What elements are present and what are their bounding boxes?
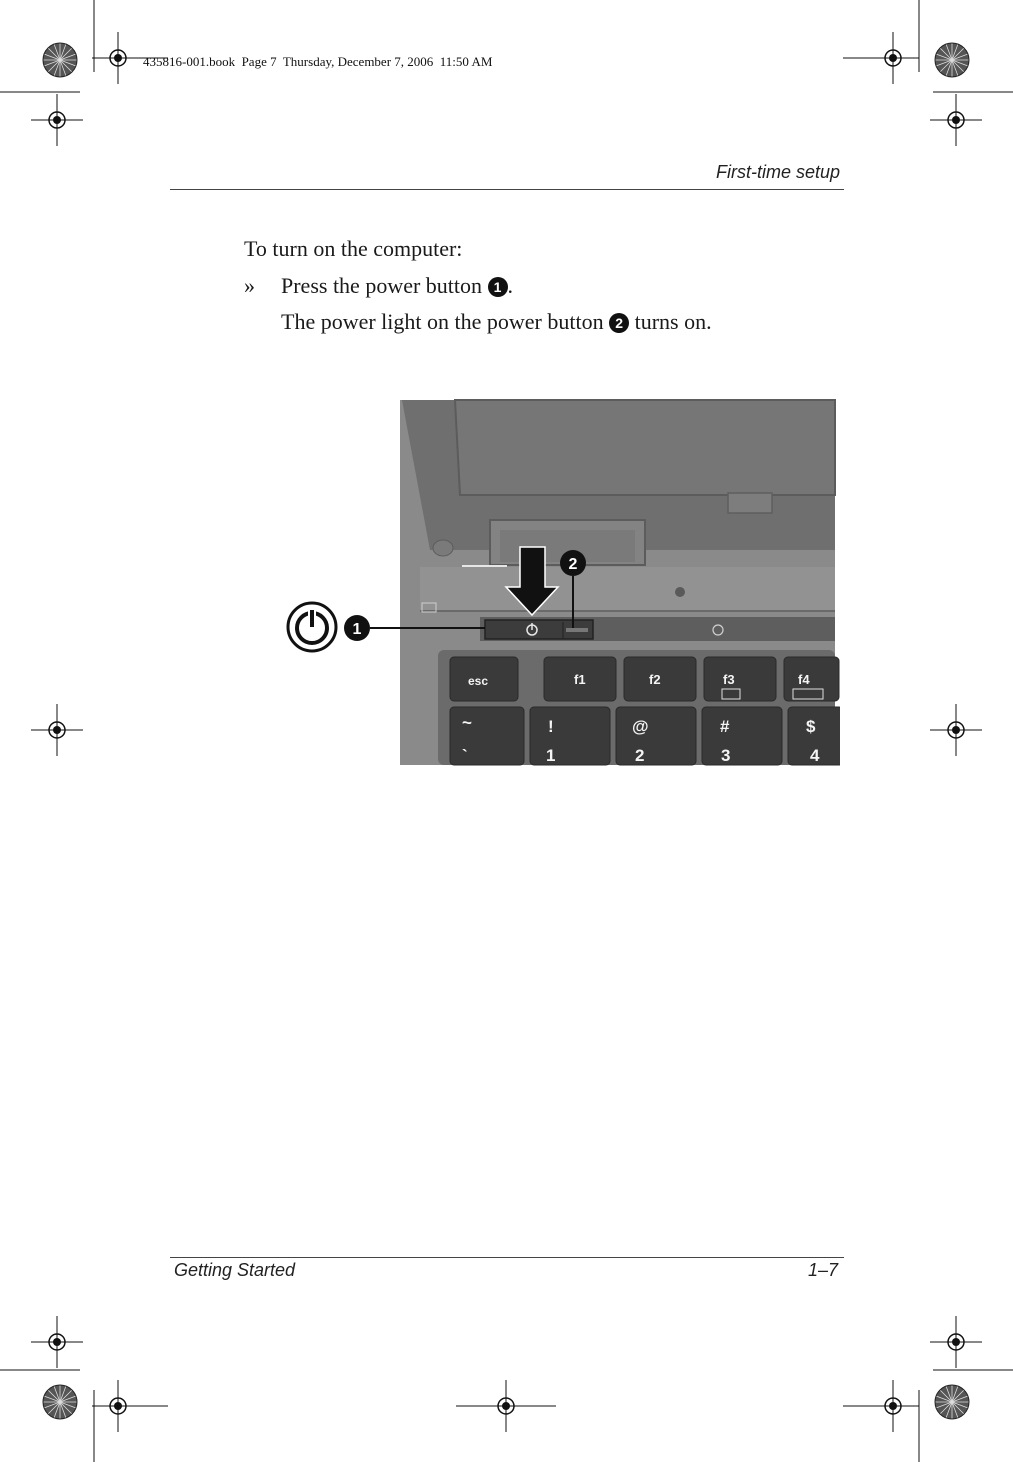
page-number: 1–7 <box>807 1260 838 1280</box>
callout-2-badge: 2 <box>609 313 629 333</box>
step-marker: » <box>244 273 255 298</box>
print-slug: 435816-001.book Page 7 Thursday, December 7, 2006 11:50 AM <box>143 54 493 69</box>
callout-1: 1 <box>352 621 362 638</box>
callout-2: 2 <box>568 556 578 573</box>
key-dollar: $ <box>806 717 816 736</box>
key-backtick: ` <box>462 746 468 765</box>
power-symbol-icon <box>288 603 336 651</box>
key-four: 4 <box>810 746 820 765</box>
key-two: 2 <box>635 746 645 765</box>
callout-1-badge: 1 <box>488 277 508 297</box>
result-text-after: turns on. <box>634 309 712 334</box>
running-head: First-time setup <box>715 162 840 182</box>
key-one: 1 <box>546 746 556 765</box>
step-period: . <box>507 273 514 298</box>
result-text <box>281 309 712 335</box>
key-f1: f1 <box>574 672 586 687</box>
key-f4: f4 <box>798 672 810 687</box>
key-f3: f3 <box>723 672 735 687</box>
key-at: @ <box>632 717 649 736</box>
laptop-power-button-illustration <box>280 395 840 770</box>
key-f2: f2 <box>649 672 661 687</box>
key-esc: esc <box>468 674 489 688</box>
key-three: 3 <box>721 746 731 765</box>
intro-text: To turn on the computer: <box>244 236 463 261</box>
result-text-before: The power light on the power button <box>281 309 604 334</box>
key-tilde: ~ <box>462 713 472 732</box>
footer-book-title: Getting Started <box>174 1260 296 1280</box>
key-hash: # <box>720 717 730 736</box>
footer-rule <box>170 1257 844 1258</box>
header-rule <box>170 189 844 190</box>
key-exclaim: ! <box>548 717 554 736</box>
step-text <box>281 273 513 299</box>
step-text-body: Press the power button <box>281 273 483 298</box>
